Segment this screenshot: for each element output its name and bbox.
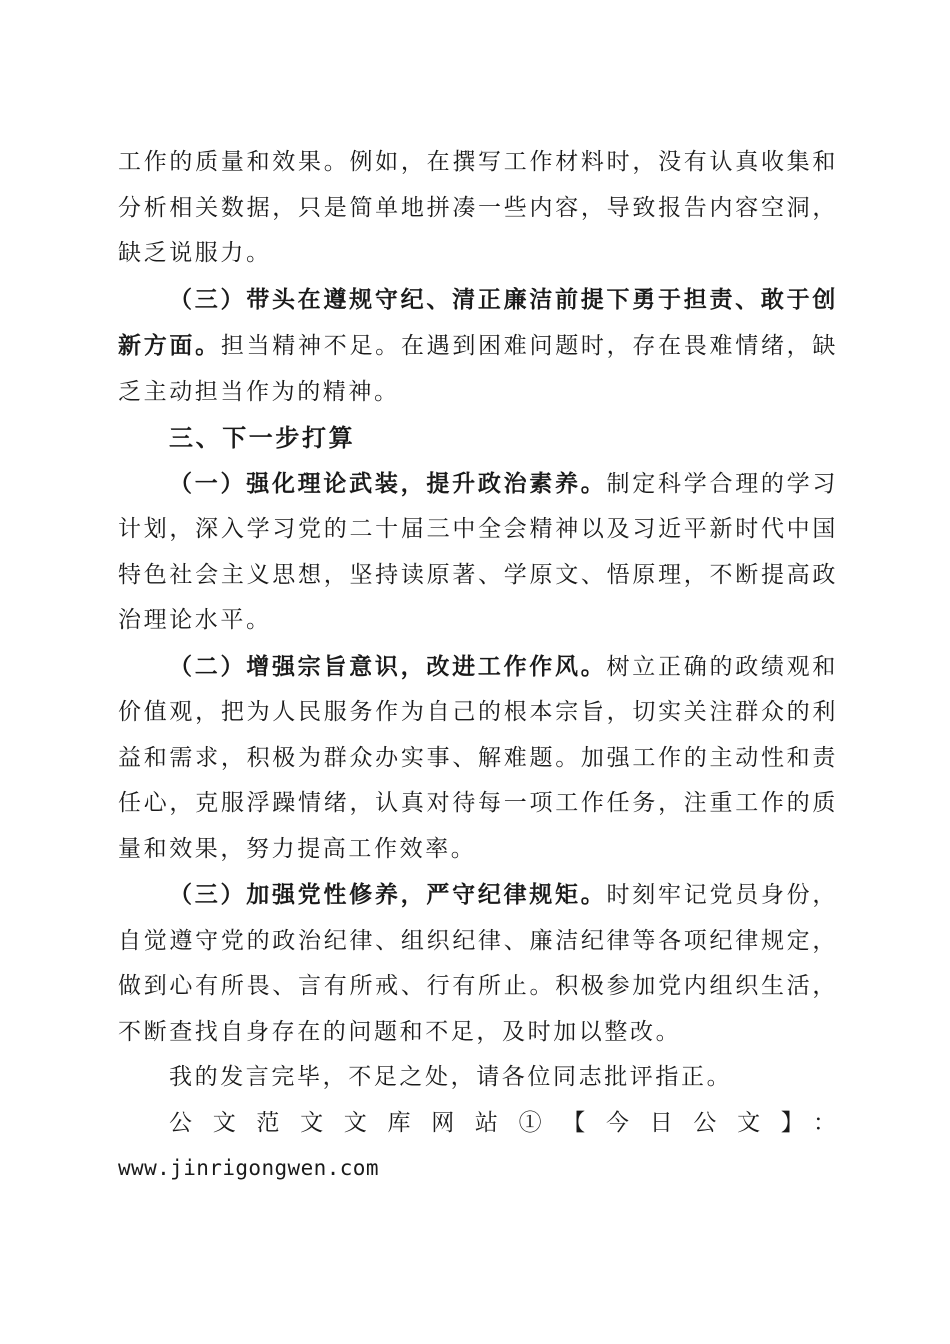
source-url[interactable]: www.jinrigongwen.com bbox=[118, 1156, 379, 1180]
paragraph-two-purpose bbox=[118, 644, 838, 873]
section-heading-next-steps: 三、下一步打算 bbox=[169, 423, 356, 452]
paragraph-text: 制定科学合理的学习计划，深入学习党的二十届三中全会精神以及习近平新时代中国特色社会主义思想，坚持读原著、学原文、悟原理，不断提高政治理论水平。 bbox=[118, 470, 839, 633]
closing-remark: 我的发言完毕，不足之处，请各位同志批评指正。 bbox=[169, 1064, 733, 1090]
paragraph-three-discipline bbox=[118, 872, 838, 1055]
paragraph-heading: （二）增强宗旨意识，改进工作作风。 bbox=[169, 652, 607, 680]
paragraph-text: 担当精神不足。在遇到困难问题时，存在畏难情绪，缺乏主动担当作为的精神。 bbox=[118, 333, 838, 405]
paragraph-heading: （一）强化理论武装，提升政治素养。 bbox=[169, 469, 607, 497]
paragraph-text: 时刻牢记党员身份，自觉遵守党的政治纪律、组织纪律、廉洁纪律等各项纪律规定，做到心有所畏、言有所戒、行有所止。积极参加党内组织生活，不断查找自身存在的问题和不足，及时加以整改。 bbox=[118, 882, 839, 1045]
document-body bbox=[118, 140, 838, 1192]
paragraph-heading: （三）加强党性修养，严守纪律规矩。 bbox=[169, 881, 607, 908]
paragraph-continuation: 工作的质量和效果。例如，在撰写工作材料时，没有认真收集和分析相关数据，只是简单地拼凑一些内容，导致报告内容空洞，缺乏说服力。 bbox=[118, 149, 838, 266]
paragraph-one-theory bbox=[118, 461, 838, 644]
paragraph-heading: （三）带头在遵规守纪、清正廉洁前提下勇于担责、敢于创新方面。 bbox=[118, 285, 838, 359]
paragraph-three-responsibility bbox=[118, 277, 838, 416]
source-label: 公文范文文库网站①【今日公文】： bbox=[169, 1109, 838, 1136]
paragraph-text: 树立正确的政绩观和价值观，把为人民服务作为自己的根本宗旨，切实关注群众的利益和需求，积极为群众办实事、解难题。加强工作的主动性和责任心，克服浮躁情绪，认真对待每一项工作任务，注重工作的质量和效果，努力提高工作效率。 bbox=[118, 653, 839, 862]
